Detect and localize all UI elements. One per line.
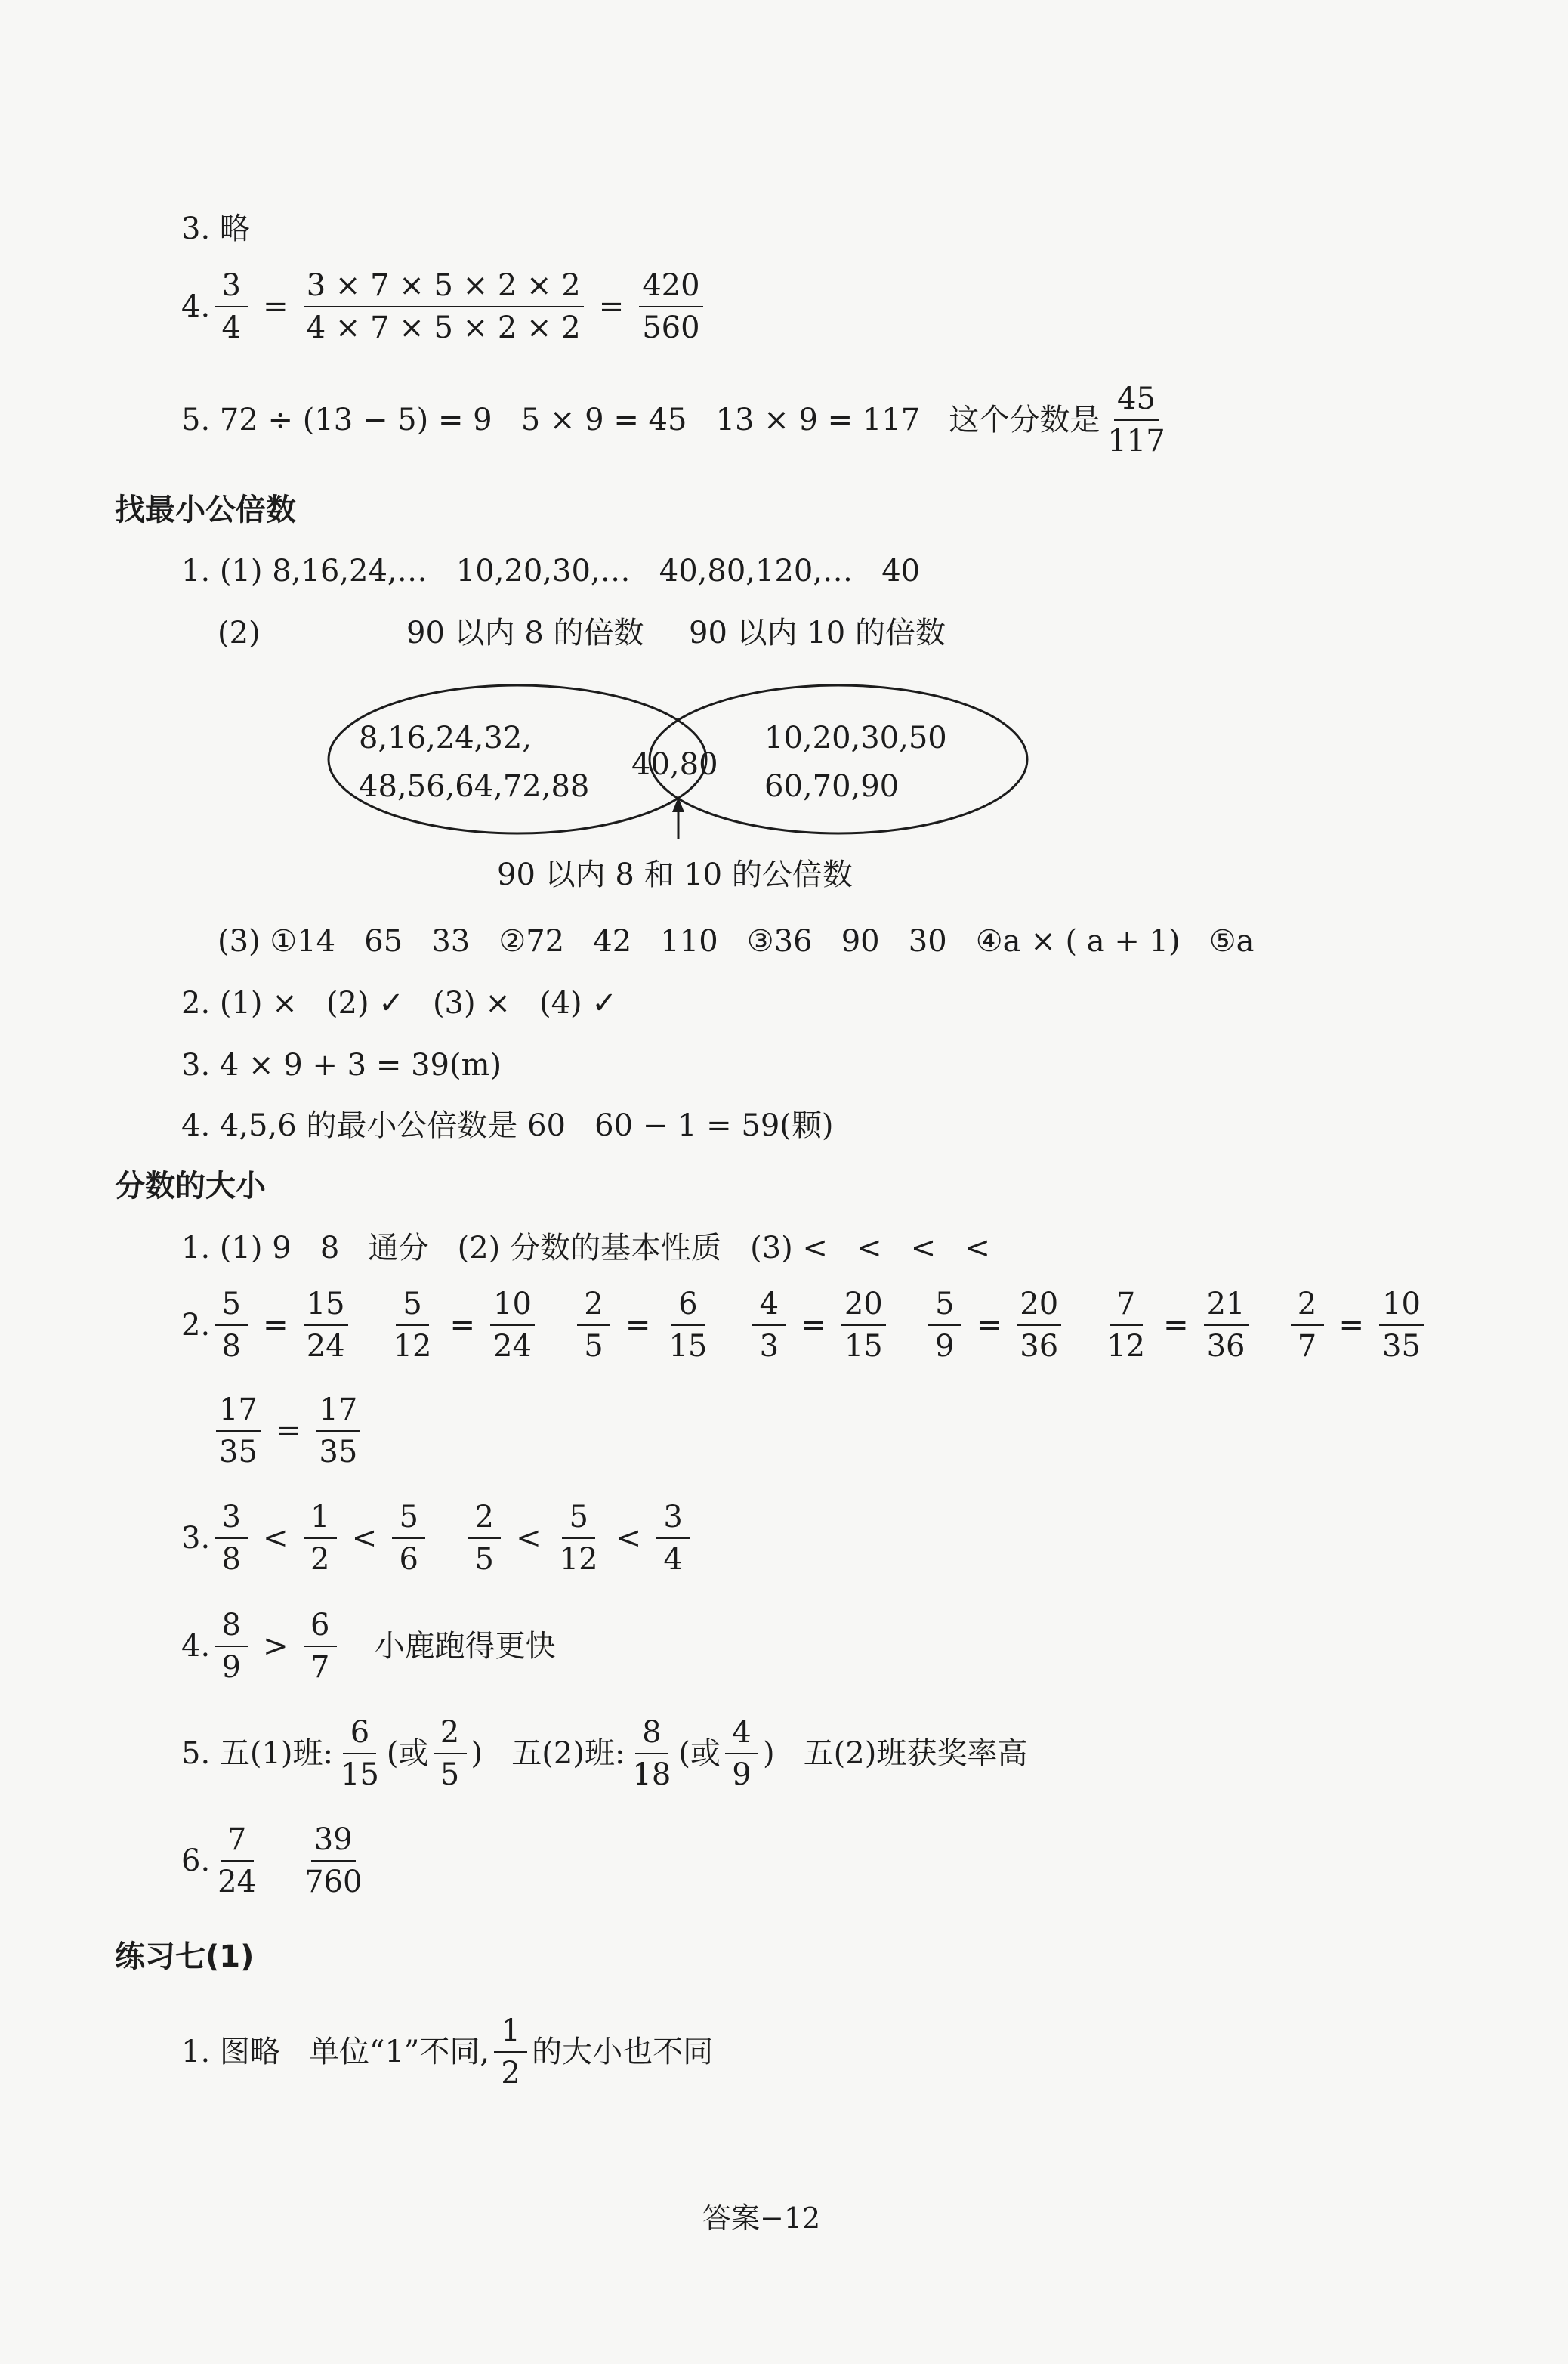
fraction: $\frac{7}{12}$: [1107, 1287, 1146, 1364]
venn-left-title: 90 以内 8 的倍数: [406, 616, 644, 650]
size-answer-5: 5. 五(1)班: $\frac{6}{15}$ (或 $\frac{2}{5}$ ) 五(2)班: $\frac{8}{18}$ (或 $\frac{4}{9}$ ) 五(2)班获奖率高: [181, 1715, 1028, 1792]
section-heading-lcm: 找最小公倍数: [115, 493, 296, 527]
page-footer: 答案−12: [702, 2202, 821, 2235]
operator-sign: <: [351, 1521, 378, 1556]
operator-sign: =: [263, 1308, 289, 1343]
fraction: $\frac{21}{36}$: [1204, 1287, 1249, 1364]
answer-4-text: 小鹿跑得更快: [374, 1629, 556, 1664]
fraction: $\frac{1}{2}$: [304, 1500, 337, 1577]
section-heading-fraction-size: 分数的大小: [115, 1169, 266, 1204]
fraction: $\frac{45}{117}$: [1107, 382, 1165, 459]
fraction: $\frac{8}{9}$: [215, 1608, 248, 1685]
fraction: $\frac{17}{35}$: [216, 1392, 261, 1469]
answer-3-text: 3. 略: [181, 212, 250, 246]
fraction: $\frac{3 \times 7 \times 5 \times 2 \times 2}{4 \times 7 \times 5 \times 2 \times 2}$: [304, 268, 584, 345]
size-answer-6: 6. $\frac{7}{24}$ $\frac{39}{760}$: [181, 1822, 369, 1899]
fraction: $\frac{20}{36}$: [1017, 1287, 1061, 1364]
operator-sign: <: [516, 1521, 542, 1556]
venn-right-values: 10,20,30,50 60,70,90: [764, 721, 947, 804]
fraction: $\frac{3}{8}$: [215, 1500, 248, 1577]
fraction: $\frac{3}{4}$: [215, 268, 248, 345]
fraction: $\frac{8}{18}$: [632, 1715, 671, 1792]
fraction: $\frac{15}{24}$: [304, 1287, 348, 1364]
fraction: $\frac{5}{12}$: [393, 1287, 432, 1364]
fraction: $\frac{6}{15}$: [341, 1715, 379, 1792]
size-answer-2: 2. $\frac{5}{8}$ = $\frac{15}{24}$ $\frac{5}{12}$ = $\frac{10}{24}$ $\frac{2}{5}$ = $\frac{6}{15}$ $\frac{4}{3}$ = $\frac{20}{15}$ $\frac{5}{9}$ = $\frac{20}{36}$ $\frac{7}{12}$ = $\frac{21}{36}$ $\frac{2}{7}$ = $\frac{10}{35}$: [181, 1287, 1428, 1364]
fraction: $\frac{2}{7}$: [1291, 1287, 1324, 1364]
lcm-answer-3: 3. 4 × 9 + 3 = 39(m): [181, 1048, 502, 1083]
fraction: $\frac{5}{9}$: [928, 1287, 961, 1364]
size-answer-3: 3. $\frac{3}{8}$ < $\frac{1}{2}$ < $\frac{5}{6}$ $\frac{2}{5}$ < $\frac{5}{12}$ < $\frac{3}{4}$: [181, 1500, 694, 1577]
size-answer-1: 1. (1) 9 8 通分 (2) 分数的基本性质 (3) < < < <: [181, 1231, 990, 1265]
operator-sign: <: [263, 1521, 289, 1556]
equals-sign: =: [263, 289, 289, 324]
venn-caption: 90 以内 8 和 10 的公倍数: [497, 858, 853, 892]
ex7-answer-1: 1. 图略 单位“1”不同, $\frac{1}{2}$ 的大小也不同: [181, 2013, 714, 2091]
fraction: $\frac{10}{35}$: [1379, 1287, 1424, 1364]
operator-sign: <: [616, 1521, 642, 1556]
fraction: $\frac{5}{6}$: [392, 1500, 425, 1577]
fraction: $\frac{39}{760}$: [304, 1822, 363, 1899]
lcm-answer-1-3: (3) ①14 65 33 ②72 42 110 ③36 90 30 ④a × ( a + 1) ⑤a: [218, 924, 1255, 959]
fraction: $\frac{3}{4}$: [656, 1500, 690, 1577]
fraction: $\frac{2}{5}$: [577, 1287, 610, 1364]
answer-5-text: 5. 72 ÷ (13 − 5) = 9 5 × 9 = 45 13 × 9 = 117 这个分数是: [181, 403, 1100, 437]
fraction: $\frac{5}{8}$: [215, 1287, 248, 1364]
operator-sign: >: [263, 1629, 289, 1664]
operator-sign: =: [1163, 1308, 1189, 1343]
fraction: $\frac{5}{12}$: [559, 1500, 598, 1577]
fraction: $\frac{4}{3}$: [752, 1287, 786, 1364]
fraction: $\frac{20}{15}$: [841, 1287, 886, 1364]
lcm-answer-4: 4. 4,5,6 的最小公倍数是 60 60 − 1 = 59(颗): [181, 1108, 834, 1143]
equals-sign: =: [598, 289, 625, 324]
fraction: $\frac{2}{5}$: [434, 1715, 467, 1792]
venn-left-values: 8,16,24,32, 48,56,64,72,88: [359, 721, 590, 804]
fraction: $\frac{420}{560}$: [639, 268, 702, 345]
section-heading-exercise-7: 练习七(1): [115, 1939, 255, 1974]
fraction: $\frac{7}{24}$: [218, 1822, 257, 1899]
size-answer-2-extra: [211, 1392, 365, 1469]
operator-sign: =: [275, 1414, 301, 1448]
fraction: $\frac{2}{5}$: [468, 1500, 501, 1577]
lcm-answer-2: 2. (1) × (2) ✓ (3) × (4) ✓: [181, 986, 617, 1021]
operator-sign: =: [1338, 1308, 1365, 1343]
fraction: $\frac{17}{35}$: [316, 1392, 360, 1469]
operator-sign: =: [801, 1308, 826, 1343]
operator-sign: =: [625, 1308, 651, 1343]
fraction: $\frac{6}{15}$: [668, 1287, 708, 1364]
operator-sign: =: [976, 1308, 1002, 1343]
fraction: $\frac{10}{24}$: [490, 1287, 535, 1364]
fraction: $\frac{4}{9}$: [725, 1715, 758, 1792]
lcm-answer-1-1: 1. (1) 8,16,24,… 10,20,30,… 40,80,120,… 40: [181, 554, 921, 589]
venn-right-title: 90 以内 10 的倍数: [689, 616, 946, 650]
arrow-head-icon: [672, 797, 684, 812]
lcm-answer-1-2-label: (2): [218, 616, 261, 650]
answer-4-label: 4.: [181, 289, 211, 324]
size-answer-4: 4. $\frac{8}{9}$ > $\frac{6}{7}$ 小鹿跑得更快: [181, 1608, 556, 1685]
fraction: $\frac{6}{7}$: [304, 1608, 337, 1685]
fraction: $\frac{1}{2}$: [494, 2013, 527, 2091]
venn-center-values: 40,80: [631, 747, 718, 782]
operator-sign: =: [449, 1308, 476, 1343]
